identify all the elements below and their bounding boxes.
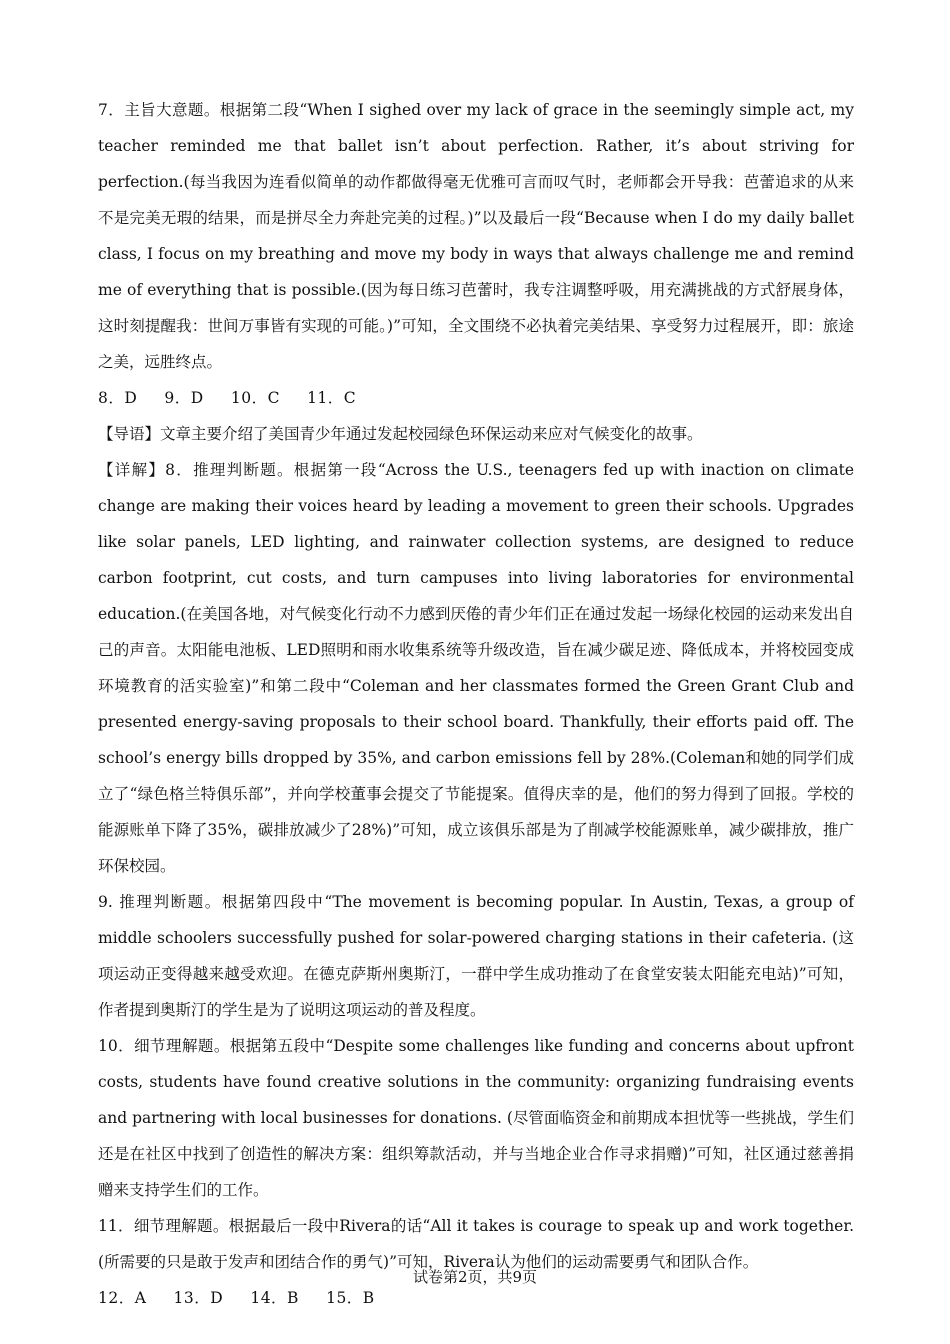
page-content [98, 92, 854, 1316]
answers-8-11: 8．D 9．D 10．C 11．C [98, 389, 357, 407]
answers-12-15: 12．A 13．D 14．B 15．B [98, 1289, 375, 1307]
q8-explanation: 【详解】8．推理判断题。根据第一段“Across the U.S., teenagers fed up with inaction on climate change are making their voices heard by leading a movement to green their schools. Upgrades like solar panels, LED lighting, and rainwater collection systems, are designed to reduce carbon footprint, cut costs, and turn campuses into living laboratories for environmental education.(在美国各地，对气候变化行动不力感到厌倦的青少年们正在通过发起一场绿化校园的运动来发出自己的声音。太阳能电池板、LED照明和雨水收集系统等升级改造，旨在减少碳足迹、降低成本，并将校园变成环境教育的活实验室)”和第二段中“Coleman and her classmates formed the Green Grant Club and presented energy-saving proposals to their school board. Thankfully, their efforts paid off. The school’s energy bills dropped by 35%, and carbon emissions fell by 28%.(Coleman和她的同学们成立了“绿色格兰特俱乐部”，并向学校董事会提交了节能提案。值得庆幸的是，他们的努力得到了回报。学校的能源账单下降了35%，碳排放减少了28%)”可知，成立该俱乐部是为了削减学校能源账单，减少碳排放，推广环保校园。 [98, 461, 854, 875]
q9-explanation: 9. 推理判断题。根据第四段中“The movement is becoming popular. In Austin, Texas, a group of middle schoolers successfully pushed for solar-powered charging stations in their cafeteria. (这项运动正变得越来越受欢迎。在德克萨斯州奥斯汀，一群中学生成功推动了在食堂安装太阳能充电站)”可知，作者提到奥斯汀的学生是为了说明这项运动的普及程度。 [98, 893, 854, 1019]
page-footer: 试卷第2页，共9页 [412, 1268, 538, 1286]
q7-explanation: 7．主旨大意题。根据第二段“When I sighed over my lack of grace in the seemingly simple act, my teacher reminded me that ballet isn’t about perfection. Rather, it’s about striving for perfection.(每当我因为连看似简单的动作都做得毫无优雅可言而叹气时，老师都会开导我：芭蕾追求的从来不是完美无瑕的结果，而是拼尽全力奔赴完美的过程。)”以及最后一段“Because when I do my daily ballet class, I focus on my breathing and move my body in ways that always challenge me and remind me of everything that is possible.(因为每日练习芭蕾时，我专注调整呼吸，用充满挑战的方式舒展身体，这时刻提醒我：世间万事皆有实现的可能。)”可知，全文围绕不必执着完美结果、享受努力过程展开，即：旅途之美，远胜终点。 [98, 101, 854, 371]
q10-explanation: 10．细节理解题。根据第五段中“Despite some challenges like funding and concerns about upfront costs, students have found creative solutions in the community: organizing fundraising events and partnering with local businesses for donations. (尽管面临资金和前期成本担忧等一些挑战，学生们还是在社区中找到了创造性的解决方案：组织筹款活动，并与当地企业合作寻求捐赠)”可知，社区通过慈善捐赠来支持学生们的工作。 [98, 1037, 854, 1199]
q11-explanation: 11．细节理解题。根据最后一段中Rivera的话“All it takes is courage to speak up and work together. (所需要的只是敢于发声和团结合作的勇气)”可知，Rivera认为他们的运动需要勇气和团队合作。 [98, 1217, 854, 1271]
guide-paragraph: 【导语】文章主要介绍了美国青少年通过发起校园绿色环保运动来应对气候变化的故事。 [98, 425, 703, 443]
